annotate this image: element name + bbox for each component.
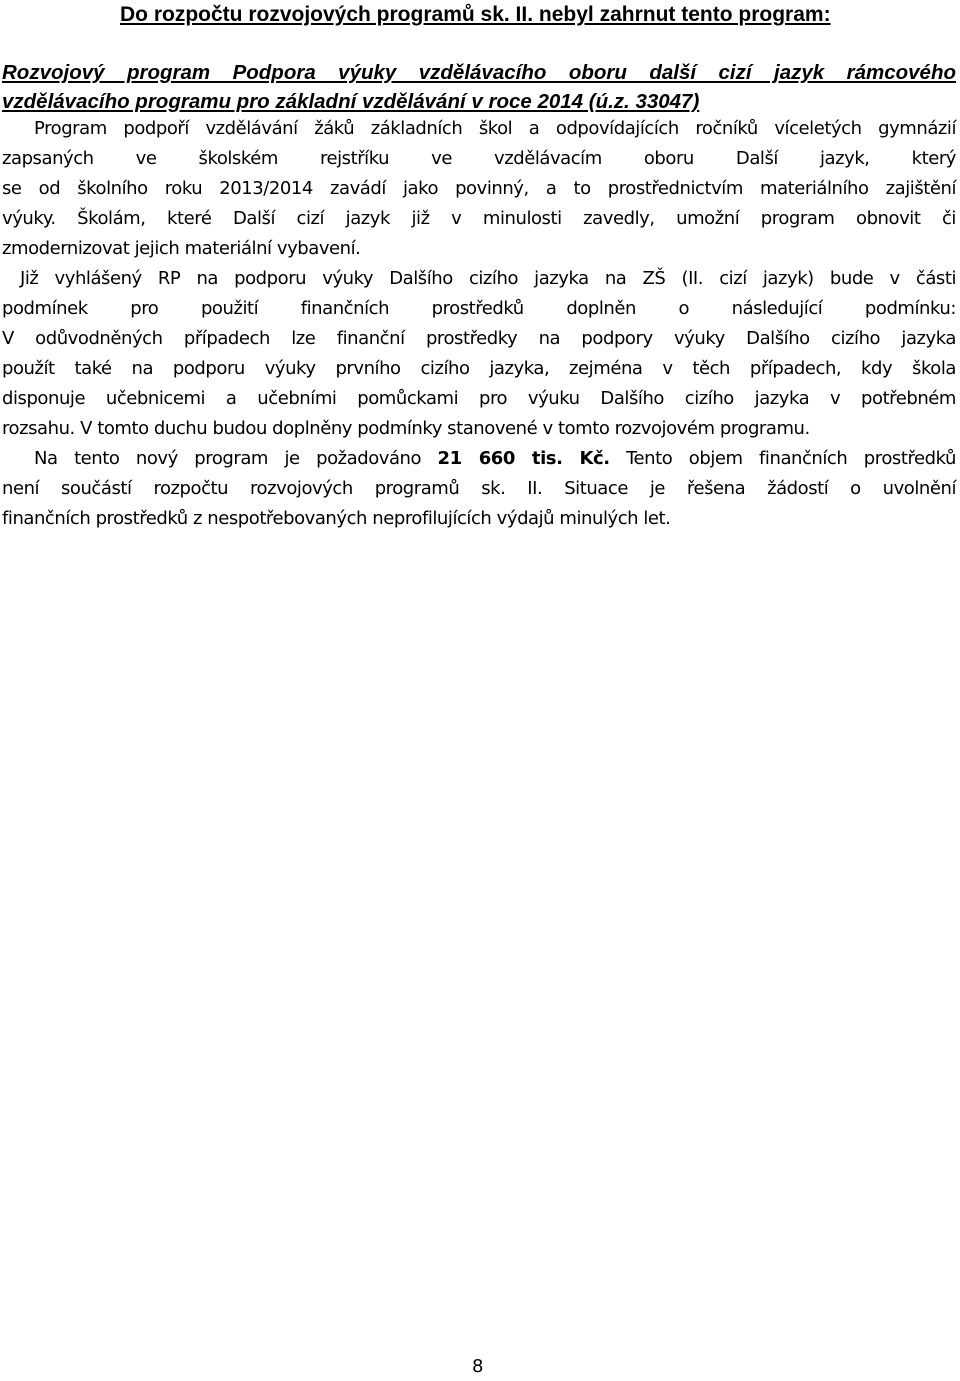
paragraph-line: Program podpoří vzdělávání žáků základních škol a odpovídajících ročníků víceletých gymnázií [34,118,956,139]
section-heading: Do rozpočtu rozvojových programů sk. II. nebyl zahrnut tento program: [120,3,831,26]
paragraph-line: podmínek pro použití finančních prostředků doplněn o následující podmínku: [2,298,956,319]
paragraph-line: zapsaných ve školském rejstříku ve vzdělávacím oboru Další jazyk, který [2,148,956,169]
paragraph-text: Na tento nový program je požadováno [34,448,438,469]
paragraph-line [2,444,956,474]
paragraph-line: se od školního roku 2013/2014 zavádí jako povinný, a to prostřednictvím materiálního zajištění [2,178,956,199]
paragraph-line: V odůvodněných případech lze finanční prostředky na podpory výuky Dalšího cizího jazyka [2,328,956,349]
page-number: 8 [472,1356,484,1377]
paragraph-line: rozsahu. V tomto duchu budou doplněny podmínky stanovené v tomto rozvojovém programu. [2,418,810,439]
paragraph-line: disponuje učebnicemi a učebními pomůckami pro výuku Dalšího cizího jazyka v potřebném [2,388,956,409]
paragraph-line: použít také na podporu výuky prvního cizího jazyka, zejména v těch případech, kdy škola [2,358,956,379]
requested-amount: 21 660 tis. Kč. [437,448,610,469]
paragraph-line: finančních prostředků z nespotřebovaných neprofilujících výdajů minulých let. [2,508,671,529]
body-text [2,114,956,534]
paragraph-line: zmodernizovat jejich materiální vybavení. [2,238,361,259]
paragraph-text: Tento objem finančních prostředků [609,448,956,469]
program-title-line: vzdělávacího programu pro základní vzdělávání v roce 2014 (ú.z. 33047) [2,90,700,113]
program-title [2,58,956,116]
paragraph-line: není součástí rozpočtu rozvojových programů sk. II. Situace je řešena žádostí o uvolnění [2,478,956,499]
paragraph-line: výuky. Školám, které Další cizí jazyk již v minulosti zavedly, umožní program obnovit či [2,208,956,229]
program-title-line: Rozvojový program Podpora výuky vzdělávacího oboru další cizí jazyk rámcového [2,61,956,84]
paragraph-line: Již vyhlášený RP na podporu výuky Dalšího cizího jazyka na ZŠ (II. cizí jazyk) bude v části [20,268,956,289]
